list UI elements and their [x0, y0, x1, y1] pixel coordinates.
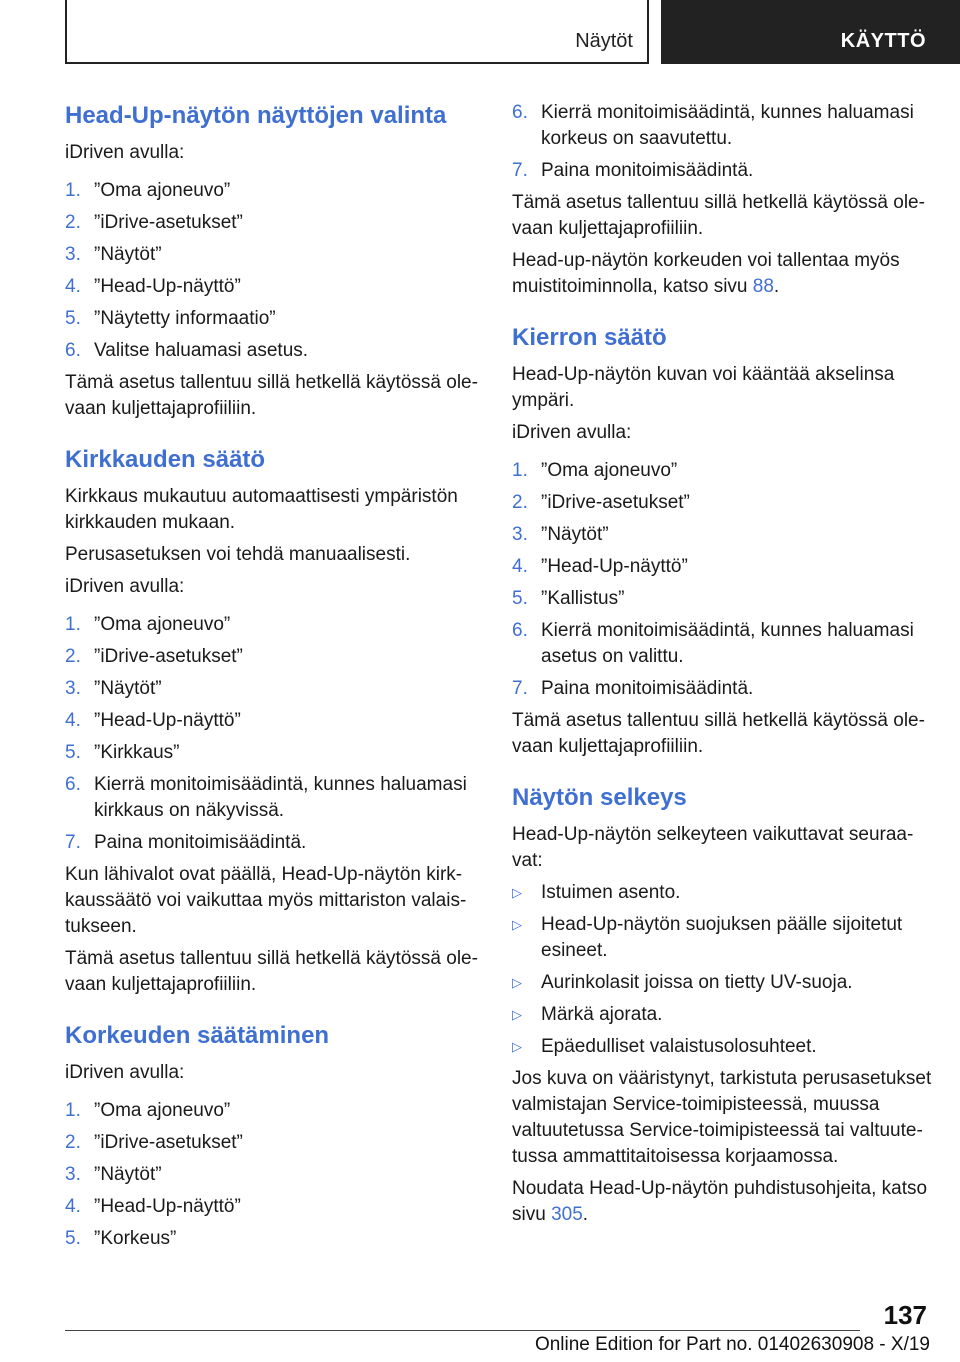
step-item: 4. ”Head-Up-näyttö”: [65, 710, 241, 731]
bullet-item: ▷ Istuimen asento.: [512, 880, 932, 906]
page-link-305[interactable]: 305: [551, 1204, 583, 1225]
step-item: 3. ”Näytöt”: [512, 524, 609, 545]
step-item: 7. Paina monitoimisäädintä.: [512, 160, 754, 181]
memory-note: Head-up-näytön korkeuden voi tallentaa myös muistitoiminnolla, katso sivu 88.: [512, 250, 900, 297]
step-item: 5. ”Näytetty informaatio”: [65, 308, 276, 329]
header-section-tab: [65, 0, 649, 64]
distortion-paragraph: Jos kuva on vääristynyt, tarkistuta perusasetukset valmistajan Service-toimipisteessä, muussa valtuutetussa Service-toimipisteessä tai valtuutetussa ammattitaitoisessa korjaamossa.: [512, 1068, 932, 1167]
page-number: 137: [883, 1300, 927, 1330]
header-chapter-tab: [661, 0, 960, 64]
bullet-item: ▷ Märkä ajorata.: [512, 1002, 932, 1028]
step-item: 5. ”Kirkkaus”: [65, 742, 180, 763]
step-item: 3. ”Näytöt”: [65, 678, 162, 699]
profile-note: Tämä asetus tallentuu sillä hetkellä käytössä olevaan kuljettajaprofiiliin.: [512, 710, 925, 757]
right-column: [512, 100, 932, 1234]
step-item: 1. ”Oma ajoneuvo”: [65, 614, 231, 635]
step-item: 7. Paina monitoimisäädintä.: [65, 832, 307, 853]
step-item: 2. ”iDrive-asetukset”: [65, 212, 243, 233]
section-title-brightness: Kirkkauden säätö: [65, 446, 266, 473]
footer-divider: [65, 1330, 860, 1331]
idrive-intro: iDriven avulla:: [65, 142, 185, 163]
triangle-bullet-icon: ▷: [512, 1007, 522, 1022]
step-item: 7. Paina monitoimisäädintä.: [512, 678, 754, 699]
header-chapter-label: KÄYTTÖ: [840, 30, 926, 52]
profile-note: Tämä asetus tallentuu sillä hetkellä käytössä olevaan kuljettajaprofiiliin.: [65, 948, 478, 995]
step-item: 6. Kierrä monitoimisäädintä, kunnes haluamasi asetus on valittu.: [512, 620, 914, 667]
step-item: 4. ”Head-Up-näyttö”: [65, 1196, 241, 1217]
rotation-paragraph: Head-Up-näytön kuvan voi kääntää akselinsa ympäri.: [512, 364, 895, 411]
step-item: 5. ”Kallistus”: [512, 588, 625, 609]
step-item: 6. Valitse haluamasi asetus.: [65, 340, 309, 361]
section-title-height: Korkeuden säätäminen: [65, 1022, 330, 1049]
step-item: 5. ”Korkeus”: [65, 1228, 177, 1249]
brightness-paragraph: Kirkkaus mukautuu automaattisesti ympäristön kirkkauden mukaan.: [65, 486, 458, 533]
idrive-intro: iDriven avulla:: [65, 1062, 185, 1083]
profile-note: Tämä asetus tallentuu sillä hetkellä käytössä olevaan kuljettajaprofiiliin.: [512, 192, 925, 239]
idrive-intro: iDriven avulla:: [512, 422, 632, 443]
triangle-bullet-icon: ▷: [512, 975, 522, 990]
step-item: 2. ”iDrive-asetukset”: [512, 492, 690, 513]
clarity-paragraph: Head-Up-näytön selkeyteen vaikuttavat seuraavat:: [512, 824, 914, 871]
triangle-bullet-icon: ▷: [512, 917, 522, 932]
triangle-bullet-icon: ▷: [512, 885, 522, 900]
bullet-item: ▷ Epäedulliset valaistusolosuhteet.: [512, 1034, 932, 1060]
idrive-intro: iDriven avulla:: [65, 576, 185, 597]
section-title-display-selection: Head-Up-näytön näyttöjen valinta: [65, 102, 447, 129]
step-item: 2. ”iDrive-asetukset”: [65, 1132, 243, 1153]
cleaning-note: Noudata Head-Up-näytön puhdistusohjeita, katso sivu 305.: [512, 1178, 928, 1225]
step-item: 3. ”Näytöt”: [65, 244, 162, 265]
step-item: 1. ”Oma ajoneuvo”: [65, 180, 231, 201]
footer-edition: Online Edition for Part no. 01402630908 - X/19: [534, 1334, 930, 1355]
header-section-label: Näytöt: [575, 30, 633, 52]
section-title-rotation: Kierron säätö: [512, 324, 667, 351]
step-item: 1. ”Oma ajoneuvo”: [512, 460, 678, 481]
triangle-bullet-icon: ▷: [512, 1039, 522, 1054]
bullet-item: ▷ Head-Up-näytön suojuksen päälle sijoitetut esineet.: [512, 912, 932, 964]
step-item: 6. Kierrä monitoimisäädintä, kunnes haluamasi korkeus on saavutettu.: [512, 102, 914, 149]
left-column: [65, 100, 485, 1258]
brightness-manual-paragraph: Perusasetuksen voi tehdä manuaalisesti.: [65, 544, 411, 565]
profile-note: Tämä asetus tallentuu sillä hetkellä käytössä olevaan kuljettajaprofiiliin.: [65, 372, 478, 419]
step-item: 2. ”iDrive-asetukset”: [65, 646, 243, 667]
section-title-clarity: Näytön selkeys: [512, 784, 687, 811]
step-item: 3. ”Näytöt”: [65, 1164, 162, 1185]
bullet-item: ▷ Aurinkolasit joissa on tietty UV-suoja.: [512, 970, 932, 996]
page-link-88[interactable]: 88: [752, 276, 774, 297]
low-beam-note: Kun lähivalot ovat päällä, Head-Up-näytön kirkkaussäätö voi vaikuttaa myös mittariston valaistukseen.: [65, 864, 467, 937]
step-item: 1. ”Oma ajoneuvo”: [65, 1100, 231, 1121]
step-item: 6. Kierrä monitoimisäädintä, kunnes haluamasi kirkkaus on näkyvissä.: [65, 774, 467, 821]
step-item: 4. ”Head-Up-näyttö”: [65, 276, 241, 297]
step-item: 4. ”Head-Up-näyttö”: [512, 556, 688, 577]
